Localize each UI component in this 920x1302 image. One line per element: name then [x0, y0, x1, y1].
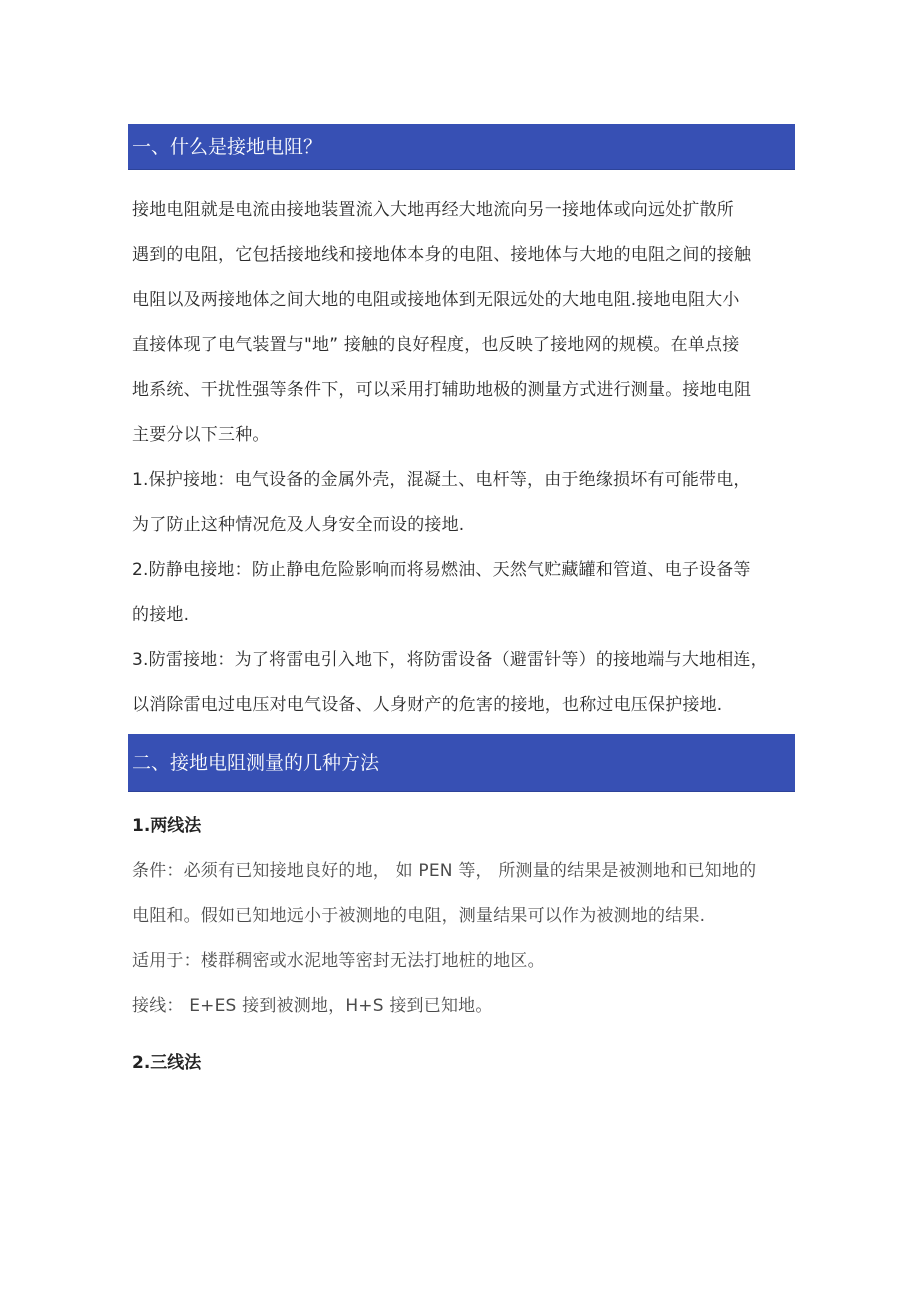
paragraph-line: 遇到的电阻，它包括接地线和接地体本身的电阻、接地体与大地的电阻之间的接触: [132, 245, 752, 265]
document-page: [128, 124, 795, 1086]
paragraph-line: 2.防静电接地：防止静电危险影响而将易燃油、天然气贮藏罐和管道、电子设备等: [132, 560, 751, 580]
paragraph-line: 电阻以及两接地体之间大地的电阻或接地体到无限远处的大地电阻.接地电阻大小: [132, 290, 740, 310]
paragraph-line: 适用于：楼群稠密或水泥地等密封无法打地桩的地区。: [132, 951, 545, 971]
intro-paragraph: [128, 188, 795, 458]
protective-grounding-paragraph: [128, 458, 795, 548]
paragraph-line: 1.保护接地：电气设备的金属外壳，混凝土、电杆等，由于绝缘损坏有可能带电，: [132, 470, 751, 490]
paragraph-line: 接地电阻就是电流由接地装置流入大地再经大地流向另一接地体或向远处扩散所: [132, 200, 734, 220]
two-wire-condition-paragraph: [128, 849, 795, 939]
paragraph-line: 直接体现了电气装置与"地” 接触的良好程度，也反映了接地网的规模。在单点接: [132, 335, 740, 355]
antistatic-grounding-paragraph: [128, 548, 795, 638]
two-wire-wiring-paragraph: [128, 984, 795, 1029]
paragraph-line: 电阻和。假如已知地远小于被测地的电阻，测量结果可以作为被测地的结果.: [132, 906, 706, 926]
section-header-what-is-grounding-resistance: 一、什么是接地电阻？: [128, 124, 795, 170]
paragraph-line: 3.防雷接地：为了将雷电引入地下，将防雷设备（避雷针等）的接地端与大地相连，: [132, 650, 768, 670]
method-heading-two-wire: 1.两线法: [132, 816, 202, 836]
paragraph-line: 接线： E+ES 接到被测地，H+S 接到已知地。: [132, 996, 493, 1016]
paragraph-line: 条件：必须有已知接地良好的地， 如 PEN 等， 所测量的结果是被测地和已知地的: [132, 861, 757, 881]
method-heading-three-wire: 2.三线法: [132, 1053, 202, 1073]
two-wire-applicable-paragraph: [128, 939, 795, 984]
paragraph-line: 的接地.: [132, 605, 190, 625]
section-header-measurement-methods: 二、接地电阻测量的几种方法: [128, 734, 795, 792]
paragraph-line: 地系统、干扰性强等条件下，可以采用打辅助地极的测量方式进行测量。接地电阻: [132, 380, 752, 400]
paragraph-line: 为了防止这种情况危及人身安全而设的接地.: [132, 515, 465, 535]
paragraph-line: 主要分以下三种。: [132, 425, 270, 445]
paragraph-line: 以消除雷电过电压对电气设备、人身财产的危害的接地，也称过电压保护接地.: [132, 695, 723, 715]
lightning-grounding-paragraph: [128, 638, 795, 728]
